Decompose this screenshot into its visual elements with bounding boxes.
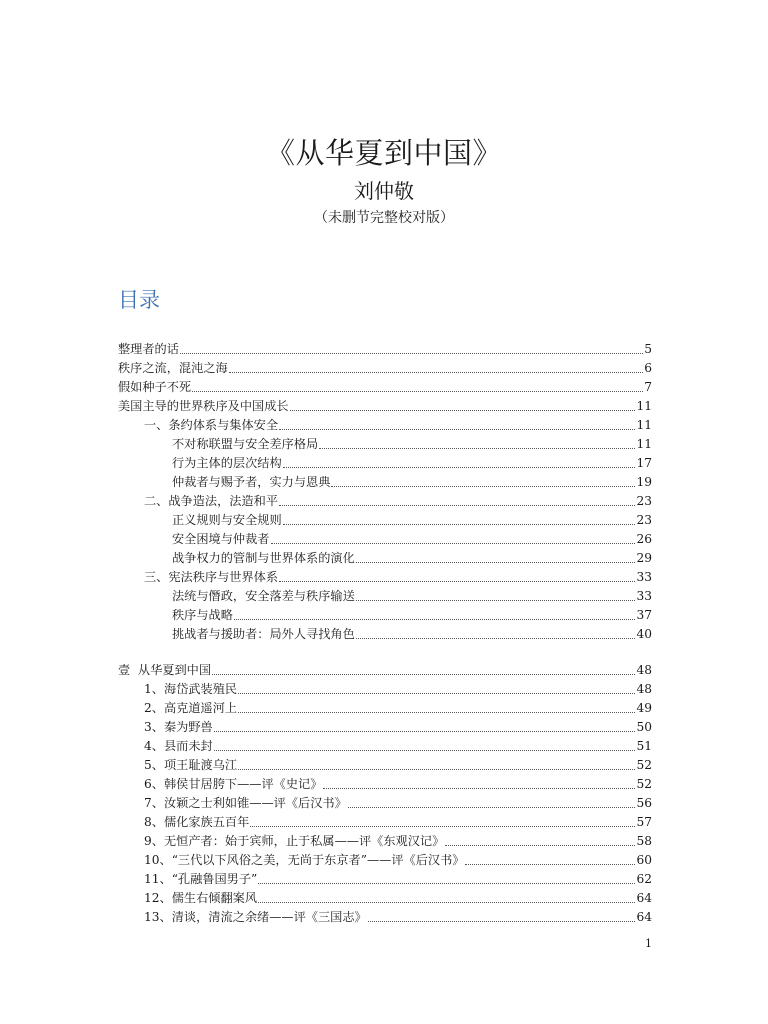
toc-entry-title: 行为主体的层次结构: [172, 456, 282, 470]
toc-entry-title: 11、“孔融鲁国男子”: [144, 872, 258, 886]
dot-leader: [192, 391, 643, 392]
toc-entry[interactable]: [118, 698, 652, 717]
dot-leader: [319, 448, 635, 449]
dot-leader: [238, 769, 635, 770]
page-number: 1: [645, 937, 652, 950]
toc-entry-title: 二、战争造法，法造和平: [144, 494, 279, 508]
toc-entry-page: 48: [636, 682, 652, 696]
toc-entry-page: 5: [644, 342, 652, 356]
toc-entry[interactable]: [118, 679, 652, 698]
toc-entry-title: 秩序之流，混沌之海: [118, 361, 228, 375]
dot-leader: [258, 902, 635, 903]
toc-entry-title: 7、汝颖之士利如锥——评《后汉书》: [144, 796, 347, 810]
toc-entry[interactable]: [118, 529, 652, 548]
toc-entry[interactable]: [118, 812, 652, 831]
toc-entry-page: 19: [636, 475, 652, 489]
toc-entry[interactable]: [118, 831, 652, 850]
toc-entry[interactable]: [118, 717, 652, 736]
dot-leader: [323, 788, 635, 789]
toc-entry[interactable]: [118, 660, 652, 679]
book-author: 刘仲敬: [354, 179, 414, 203]
table-of-contents: [118, 339, 652, 926]
toc-entry-title: 12、儒生右倾翻案风: [144, 891, 258, 905]
toc-entry-page: 37: [636, 608, 652, 622]
toc-entry-title: 安全困境与仲裁者: [172, 532, 270, 546]
toc-entry-page: 51: [636, 739, 652, 753]
book-edition: （未删节完整校对版）: [314, 210, 454, 226]
toc-entry-title: 挑战者与援助者：局外人寻找角色: [172, 627, 355, 641]
toc-entry[interactable]: [118, 415, 652, 434]
dot-leader: [465, 864, 635, 865]
dot-leader: [279, 581, 635, 582]
toc-entry-page: 7: [644, 380, 652, 394]
toc-entry[interactable]: [118, 850, 652, 869]
toc-heading: 目录: [118, 288, 160, 312]
dot-leader: [212, 674, 635, 675]
dot-leader: [271, 543, 636, 544]
toc-entry-page: 52: [636, 758, 652, 772]
toc-entry-title: 4、县而未封: [144, 739, 213, 753]
toc-entry-page: 33: [636, 589, 652, 603]
toc-entry[interactable]: [118, 510, 652, 529]
toc-entry-page: 52: [636, 777, 652, 791]
toc-entry-page: 48: [636, 663, 652, 677]
toc-entry-title: 整理者的话: [118, 342, 179, 356]
toc-entry-page: 33: [636, 570, 652, 584]
dot-leader: [356, 638, 636, 639]
dot-leader: [283, 524, 636, 525]
dot-leader: [356, 562, 636, 563]
toc-entry[interactable]: [118, 907, 652, 926]
toc-entry-title: 壹 从华夏到中国: [118, 663, 212, 677]
toc-entry-page: 64: [636, 891, 652, 905]
dot-leader: [279, 429, 635, 430]
toc-entry-page: 26: [636, 532, 652, 546]
toc-entry-page: 23: [636, 494, 652, 508]
toc-entry[interactable]: [118, 774, 652, 793]
dot-leader: [214, 731, 636, 732]
toc-entry-title: 13、清谈，清流之余绪——评《三国志》: [144, 910, 367, 924]
toc-entry[interactable]: [118, 358, 652, 377]
toc-entry-title: 9、无恒产者：始于宾师，止于私属——评《东观汉记》: [144, 834, 445, 848]
toc-entry-title: 5、项王耻渡乌江: [144, 758, 238, 772]
toc-entry-title: 1、海岱武装殖民: [144, 682, 238, 696]
toc-entry-title: 3、秦为野兽: [144, 720, 213, 734]
toc-entry-page: 62: [636, 872, 652, 886]
toc-entry-title: 仲裁者与赐予者，实力与恩典: [172, 475, 331, 489]
toc-entry[interactable]: [118, 605, 652, 624]
toc-entry-page: 60: [636, 853, 652, 867]
toc-entry-title: 正义规则与安全规则: [172, 513, 282, 527]
toc-entry[interactable]: [118, 736, 652, 755]
toc-entry-page: 56: [636, 796, 652, 810]
toc-entry-title: 秩序与战略: [172, 608, 233, 622]
toc-entry-title: 假如种子不死: [118, 380, 192, 394]
toc-entry-page: 40: [636, 627, 652, 641]
toc-entry[interactable]: [118, 869, 652, 888]
dot-leader: [290, 410, 636, 411]
toc-entry[interactable]: [118, 624, 652, 643]
toc-entry-title: 不对称联盟与安全差序格局: [172, 437, 319, 451]
toc-entry-page: 6: [644, 361, 652, 375]
toc-entry-page: 23: [636, 513, 652, 527]
toc-entry-page: 11: [636, 418, 652, 432]
toc-entry-page: 64: [636, 910, 652, 924]
toc-entry-page: 29: [636, 551, 652, 565]
toc-entry-page: 11: [636, 399, 652, 413]
dot-leader: [250, 826, 635, 827]
dot-leader: [229, 372, 644, 373]
toc-entry-page: 57: [636, 815, 652, 829]
toc-entry-title: 一、条约体系与集体安全: [144, 418, 279, 432]
toc-entry-title: 2、高克道遥河上: [144, 701, 238, 715]
dot-leader: [180, 353, 643, 354]
toc-entry-page: 11: [636, 437, 652, 451]
dot-leader: [356, 600, 636, 601]
toc-entry-title: 6、韩侯甘居胯下——评《史记》: [144, 777, 323, 791]
toc-entry-title: 美国主导的世界秩序及中国成长: [118, 399, 289, 413]
dot-leader: [331, 486, 635, 487]
toc-entry-page: 17: [636, 456, 652, 470]
toc-entry-title: 战争权力的管制与世界体系的演化: [172, 551, 355, 565]
book-title: 《从华夏到中国》: [265, 136, 502, 170]
dot-leader: [348, 807, 636, 808]
toc-entry[interactable]: [118, 453, 652, 472]
dot-leader: [258, 883, 635, 884]
toc-entry[interactable]: [118, 793, 652, 812]
toc-entry[interactable]: [118, 339, 652, 358]
toc-entry-page: 49: [636, 701, 652, 715]
toc-entry-page: 58: [636, 834, 652, 848]
toc-entry[interactable]: [118, 755, 652, 774]
dot-leader: [445, 845, 635, 846]
toc-entry-title: 8、儒化家族五百年: [144, 815, 250, 829]
toc-entry-title: 法统与僭政，安全落差与秩序输送: [172, 589, 355, 603]
toc-entry[interactable]: [118, 586, 652, 605]
toc-entry[interactable]: [118, 377, 652, 396]
toc-entry[interactable]: [118, 567, 652, 586]
toc-entry[interactable]: [118, 888, 652, 907]
toc-entry-page: 50: [636, 720, 652, 734]
dot-leader: [279, 505, 635, 506]
dot-leader: [368, 921, 636, 922]
dot-leader: [214, 750, 636, 751]
toc-entry[interactable]: [118, 491, 652, 510]
dot-leader: [234, 619, 636, 620]
dot-leader: [283, 467, 636, 468]
toc-entry[interactable]: [118, 396, 652, 415]
toc-entry[interactable]: [118, 434, 652, 453]
dot-leader: [238, 712, 635, 713]
toc-entry-title: 三、宪法秩序与世界体系: [144, 570, 279, 584]
toc-entry[interactable]: [118, 548, 652, 567]
toc-entry-title: 10、“三代以下风俗之美，无尚于东京者”——评《后汉书》: [144, 853, 465, 867]
toc-entry[interactable]: [118, 472, 652, 491]
dot-leader: [238, 693, 635, 694]
